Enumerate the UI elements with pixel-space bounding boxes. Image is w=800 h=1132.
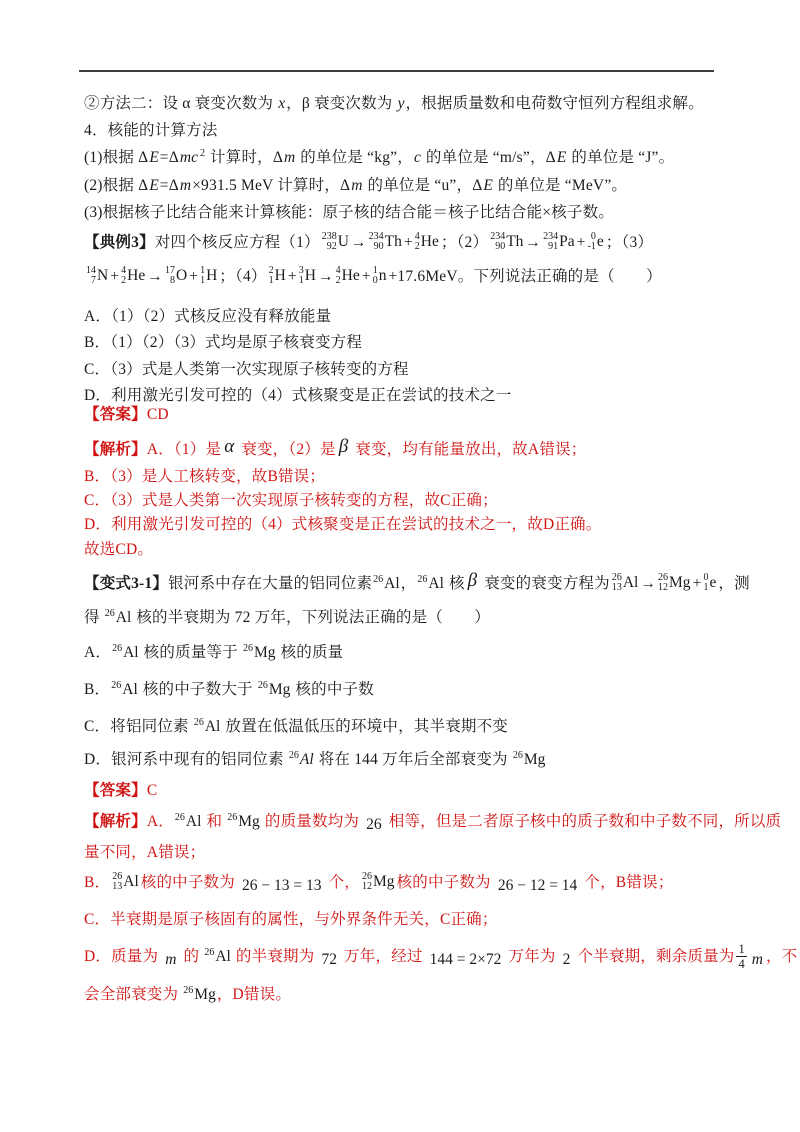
text-run: 个半衰期，剩余质量为 [573,948,735,965]
nuclide-prescripts [112,872,122,892]
mass-number: 4 [121,265,127,277]
example3-analysis-d [84,511,732,538]
element-symbol: Mg [669,574,691,592]
item-3 [84,199,732,226]
element-symbol: U [337,233,349,251]
text-run: ；（3） [605,234,654,251]
nuclide-notation [322,225,349,259]
math-variable: y [397,95,405,112]
variant31-option-d [84,745,732,775]
text-run: 个，B错误； [580,874,674,891]
bracket-label: 【答案】 [84,782,147,799]
atomic-number: 7 [91,275,96,287]
element-symbol: H [274,267,286,285]
nuclide-notation [112,865,139,899]
mass-number: 26 [417,574,428,585]
text-run: + [403,234,413,251]
mass-number: 26 [512,750,523,761]
element-symbol: He [341,267,360,285]
text-run: A．（1）（2）式核反应没有释放能量 [84,308,332,325]
isotope-notation [512,751,547,768]
element-symbol: Mg [194,986,216,1003]
atomic-number: 90 [495,241,506,253]
element-symbol: Al [122,681,138,698]
text-run: → [640,575,657,592]
text-run: 核的质量 [276,644,344,661]
nuclide-notation [336,259,360,293]
element-symbol: Al [428,575,444,592]
isotope-notation [104,609,133,626]
text-run: ，不 [765,948,798,965]
element-symbol: Mg [523,751,546,768]
text-run: 的单位是 “u”，Δ [363,177,483,194]
example3-option-a [84,303,732,330]
isotope-notation [182,986,217,1003]
variant31-analysis-a-line1 [84,807,782,837]
math-variable: c [413,149,421,166]
isotope-notation [193,718,222,735]
greek-math-variable: β [338,436,349,457]
math-variable: E [483,177,493,194]
text-run: +17.6MeV。下列说法正确的是（ ） [388,268,662,285]
bracket-label: 【解析】 [84,441,147,458]
text-run: ；（2） [440,234,489,251]
math-number: 2 [562,951,571,968]
nuclide-prescripts [543,232,558,252]
atomic-number: -1 [587,241,596,253]
text-run: ，根据质量数和电荷数守恒列方程组求解。 [405,95,704,112]
element-symbol: Al [384,575,400,592]
isotope-notation [372,575,401,592]
variant31-analysis-d-line2 [84,980,732,1010]
example3-option-b [84,329,732,356]
mass-number: 26 [183,985,194,996]
text-run: D．银河系中现有的铝同位素 [84,751,288,768]
element-symbol: H [206,267,218,285]
mass-number: 17 [164,265,175,277]
text-run: 个， [324,874,360,891]
nuclide-notation [362,865,395,899]
nuclide-notation [299,259,316,293]
nuclide-prescripts [165,266,175,286]
element-symbol: n [378,267,387,285]
element-symbol: Mg [253,644,276,661]
isotope-notation [242,644,277,661]
mass-number: 26 [227,812,238,823]
text-run: 故选CD。 [84,541,154,558]
text-run: + [576,234,586,251]
text-run: C [146,782,158,799]
element-symbol: Al [622,574,639,592]
mass-number: 0 [590,231,596,243]
variant31-analysis-b [84,866,732,900]
nuclide-prescripts [269,266,274,286]
nuclide-notation [86,259,108,293]
element-symbol: Al [123,644,139,661]
nuclide-notation [369,225,402,259]
nuclide-prescripts [121,266,126,286]
atomic-number: 2 [121,275,127,287]
nuclide-prescripts [336,266,341,286]
text-run: → [317,268,334,285]
element-symbol: e [709,574,717,592]
nuclide-prescripts [588,232,596,252]
numerator: 1 [738,941,745,956]
text-run: (2)根据 Δ [84,177,149,194]
text-run: 衰变的衰变方程为 [480,575,610,592]
mass-number: 234 [543,231,559,243]
header-rule [79,70,714,72]
mass-number: 3 [298,265,304,277]
isotope-notation [288,751,315,768]
text-run: =Δ [159,149,179,166]
nuclide-notation [121,259,145,293]
text-run: 衰变，均有能量放出，故A错误； [351,441,587,458]
item-2 [84,172,732,199]
atomic-number: 12 [658,582,669,594]
text-run: 核的中子数大于 [138,681,257,698]
variant31-stem-line2 [84,603,732,633]
text-run: 核的半衰期为 72 万年，下列说法正确的是（ ） [132,609,491,626]
isotope-notation [110,681,139,698]
example3-stem-line2 [84,260,732,294]
atomic-number: 13 [611,582,622,594]
text-run: 将在 144 万年后全部衰变为 [314,751,512,768]
text-run: D．利用激光引发可控的（4）式核聚变是正在尝试的技术之一 [84,387,512,404]
element-symbol: Mg [238,813,260,830]
element-symbol: He [420,233,439,251]
variant31-analysis-a-line2 [84,839,732,866]
math-variable: E [149,177,159,194]
text-run: CD [146,406,169,423]
text-run: C．（3）式是人类第一次实现原子核转变的方程，故C正确； [84,492,498,509]
mass-number: 4 [335,265,341,277]
bracket-label: 【答案】 [84,406,147,423]
element-symbol: Al [299,751,314,768]
text-run: 核的质量等于 [139,644,242,661]
nuclide-prescripts [322,232,337,252]
text-run: (1)根据 Δ [84,149,149,166]
text-run: 的单位是 “m/s”，Δ [421,149,556,166]
text-run: 万年为 [504,948,560,965]
text-run: D．利用激光引发可控的（4）式核聚变是正在尝试的技术之一，故D正确。 [84,516,602,533]
text-run: ②方法二：设 α 衰变次数为 [84,95,278,112]
isotope-notation [257,681,292,698]
atomic-number: 13 [112,881,123,893]
mass-number: 26 [362,871,372,883]
nuclide-prescripts [373,266,378,286]
variant31-stem-line1 [84,566,750,600]
nuclide-prescripts [362,872,372,892]
atomic-number: 92 [326,241,337,253]
example3-analysis-c [84,487,732,514]
text-run: ×931.5 MeV 计算时，Δ [192,177,351,194]
element-symbol: Al [204,718,221,735]
variant31-analysis-c [84,906,732,933]
mass-number: 2 [268,265,274,277]
text-run: 的单位是 “kg”， [296,149,413,166]
atomic-number: 1 [268,275,274,287]
nuclide-prescripts [415,232,420,252]
text-run: 和 [202,813,227,830]
text-run: 放置在低温低压的环境中，其半衰期不变 [221,718,509,735]
text-run: 银河系中存在大量的铝同位素 [168,575,373,592]
bracket-label: 【变式3-1】 [84,575,169,592]
element-symbol: Th [384,233,402,251]
text-run: 的半衰期为 [231,948,319,965]
nuclide-notation [658,566,691,600]
math-variable: E [149,149,159,166]
text-run: 万年，经过 [340,948,427,965]
atomic-number: 8 [169,275,175,287]
text-run: A．（1）是 [146,441,222,458]
text-run: B． [84,681,111,698]
text-run: =Δ [159,177,179,194]
nuclide-prescripts [612,573,622,593]
math-number: 26 − 13 = 13 [242,877,322,894]
math-number: 144 = 2×72 [429,951,502,968]
nuclide-prescripts [369,232,384,252]
isotope-notation [203,948,232,965]
variant31-option-a [84,638,732,668]
nuclide-prescripts [200,266,205,286]
mass-number: 26 [257,680,268,691]
math-variable: m [165,951,177,968]
text-run: A． [146,813,174,830]
text-run: ， [400,575,417,592]
atomic-number: 2 [335,275,341,287]
math-variable: E [556,149,567,166]
text-run: 的 [179,948,204,965]
math-variable: m [751,951,763,968]
text-run: 核 [444,575,465,592]
mass-number: 26 [658,572,669,584]
variant31-answer [84,777,732,804]
example3-conclusion [84,536,732,563]
math-variable: mc [179,149,198,166]
text-run: ，D错误。 [216,986,292,1003]
element-symbol: Mg [373,873,395,891]
nuclide-prescripts [299,266,304,286]
text-run: B．（3）是人工核转变，故B错误； [84,468,326,485]
nuclide-prescripts [704,573,709,593]
text-run: ，测 [718,575,750,592]
denominator: 4 [738,956,745,971]
nuclide-notation [543,225,575,259]
text-run: C．半衰期是原子核固有的属性，与外界条件无关，C正确； [84,911,498,928]
method-two-line [84,90,732,117]
mass-number: 14 [86,265,96,277]
text-run: ；（4） [219,268,267,285]
math-number: 72 [321,951,337,968]
text-run: 相等，但是二者原子核中的质子数和中子数不同，所以质 [384,813,782,830]
example3-analysis-b [84,463,732,490]
text-run: + [692,575,702,592]
math-number: 26 − 12 = 14 [497,877,578,894]
mass-number: 26 [112,643,123,654]
text-run: → [525,234,542,251]
example3-analysis-a [84,434,732,464]
mass-number: 1 [200,265,206,277]
mass-number: 0 [703,572,709,584]
math-variable: m [179,177,192,194]
text-run: (3)根据核子比结合能来计算核能：原子核的结合能＝核子比结合能×核子数。 [84,204,615,221]
element-symbol: e [596,233,604,251]
math-variable: m [351,177,363,194]
bracket-label: 【典例3】 [84,234,155,251]
isotope-notation [174,813,203,830]
text-run: → [147,268,163,285]
element-symbol: Mg [268,681,291,698]
mass-number: 26 [611,572,622,584]
nuclide-notation [490,225,523,259]
mass-number: 26 [104,608,115,619]
mass-number: 4 [414,231,420,243]
mass-number: 1 [372,265,378,277]
text-run: B．（1）（2）（3）式均是原子核衰变方程 [84,334,363,351]
mass-number: 26 [204,947,215,958]
text-run: 量不同，A错误； [84,844,206,861]
variant31-analysis-d-line1 [84,935,798,979]
atomic-number: 2 [414,241,420,253]
atomic-number: 91 [548,241,559,253]
text-run: 核的中子数为 [396,874,495,891]
nuclide-prescripts [490,232,505,252]
mass-number: 26 [288,750,299,761]
example3-answer [84,401,732,428]
nuclide-notation [415,225,439,259]
text-run: + [189,268,199,285]
superscript: 2 [199,148,205,159]
nuclide-notation [165,259,187,293]
element-symbol: Th [506,233,524,251]
isotope-notation [416,575,445,592]
mass-number: 26 [242,643,253,654]
text-run: → [350,234,367,251]
text-run: 对四个核反应方程（1） [154,234,320,251]
atomic-number: 1 [298,275,304,287]
text-run: 的单位是 “MeV”。 [493,177,628,194]
atomic-number: 90 [373,241,384,253]
element-symbol: O [175,267,188,285]
text-run: 衰变，（2）是 [237,441,336,458]
atomic-number: 1 [703,582,709,594]
variant31-option-c [84,712,732,742]
isotope-notation [111,644,140,661]
text-run: B． [84,874,111,891]
example3-stem-line1 [84,226,732,260]
text-run: 计算时，Δ [205,149,284,166]
atomic-number: 12 [362,881,372,893]
text-run: 会全部衰变为 [84,986,183,1003]
math-variable: m [284,149,296,166]
atomic-number: 0 [372,275,378,287]
element-symbol: Al [215,948,231,965]
element-symbol: Al [123,873,139,891]
greek-math-variable: α [224,436,235,457]
text-run: 得 [84,609,104,626]
text-run: + [361,268,371,285]
mass-number: 234 [490,231,506,243]
bracket-label: 【解析】 [84,813,147,830]
element-symbol: Pa [559,233,575,251]
mass-number: 26 [174,812,185,823]
nuclide-notation [588,225,604,259]
element-symbol: H [304,267,316,285]
element-symbol: He [127,267,146,285]
isotope-notation [226,813,261,830]
fraction [736,942,746,972]
text-run: 4．核能的计算方法 [84,122,218,139]
text-run: ，β 衰变次数为 [286,95,397,112]
atomic-number: 1 [200,275,206,287]
text-run: C．（3）式是人类第一次实现原子核转变的方程 [84,361,409,378]
text-run: A． [84,644,112,661]
nuclide-notation [200,259,217,293]
mass-number: 234 [368,231,384,243]
text-run: C．将铝同位素 [84,718,193,735]
text-run: 核的中子数 [291,681,374,698]
section-4-heading [84,117,732,144]
nuclide-prescripts [86,266,96,286]
mass-number: 238 [321,231,337,243]
example3-option-c [84,356,732,383]
mass-number: 26 [111,680,122,691]
nuclide-notation [704,566,717,600]
nuclide-notation [373,259,387,293]
math-number: 26 [366,816,382,833]
item-1 [84,144,732,171]
text-run: 的单位是 “J”。 [567,149,675,166]
math-variable: x [278,95,286,112]
nuclide-notation [269,259,286,293]
text-run: + [110,268,120,285]
text-run: + [287,268,297,285]
nuclide-prescripts [658,573,668,593]
nuclide-notation [612,566,639,600]
element-symbol: N [97,267,109,285]
text-run: 的质量数均为 [260,813,364,830]
mass-number: 26 [373,574,384,585]
greek-math-variable: β [467,570,478,591]
variant31-option-b [84,675,732,705]
element-symbol: Al [115,609,132,626]
text-run: 核的中子数为 [140,874,240,891]
element-symbol: Al [185,813,202,830]
mass-number: 26 [112,871,123,883]
text-run: D．质量为 [84,948,163,965]
mass-number: 26 [193,717,204,728]
